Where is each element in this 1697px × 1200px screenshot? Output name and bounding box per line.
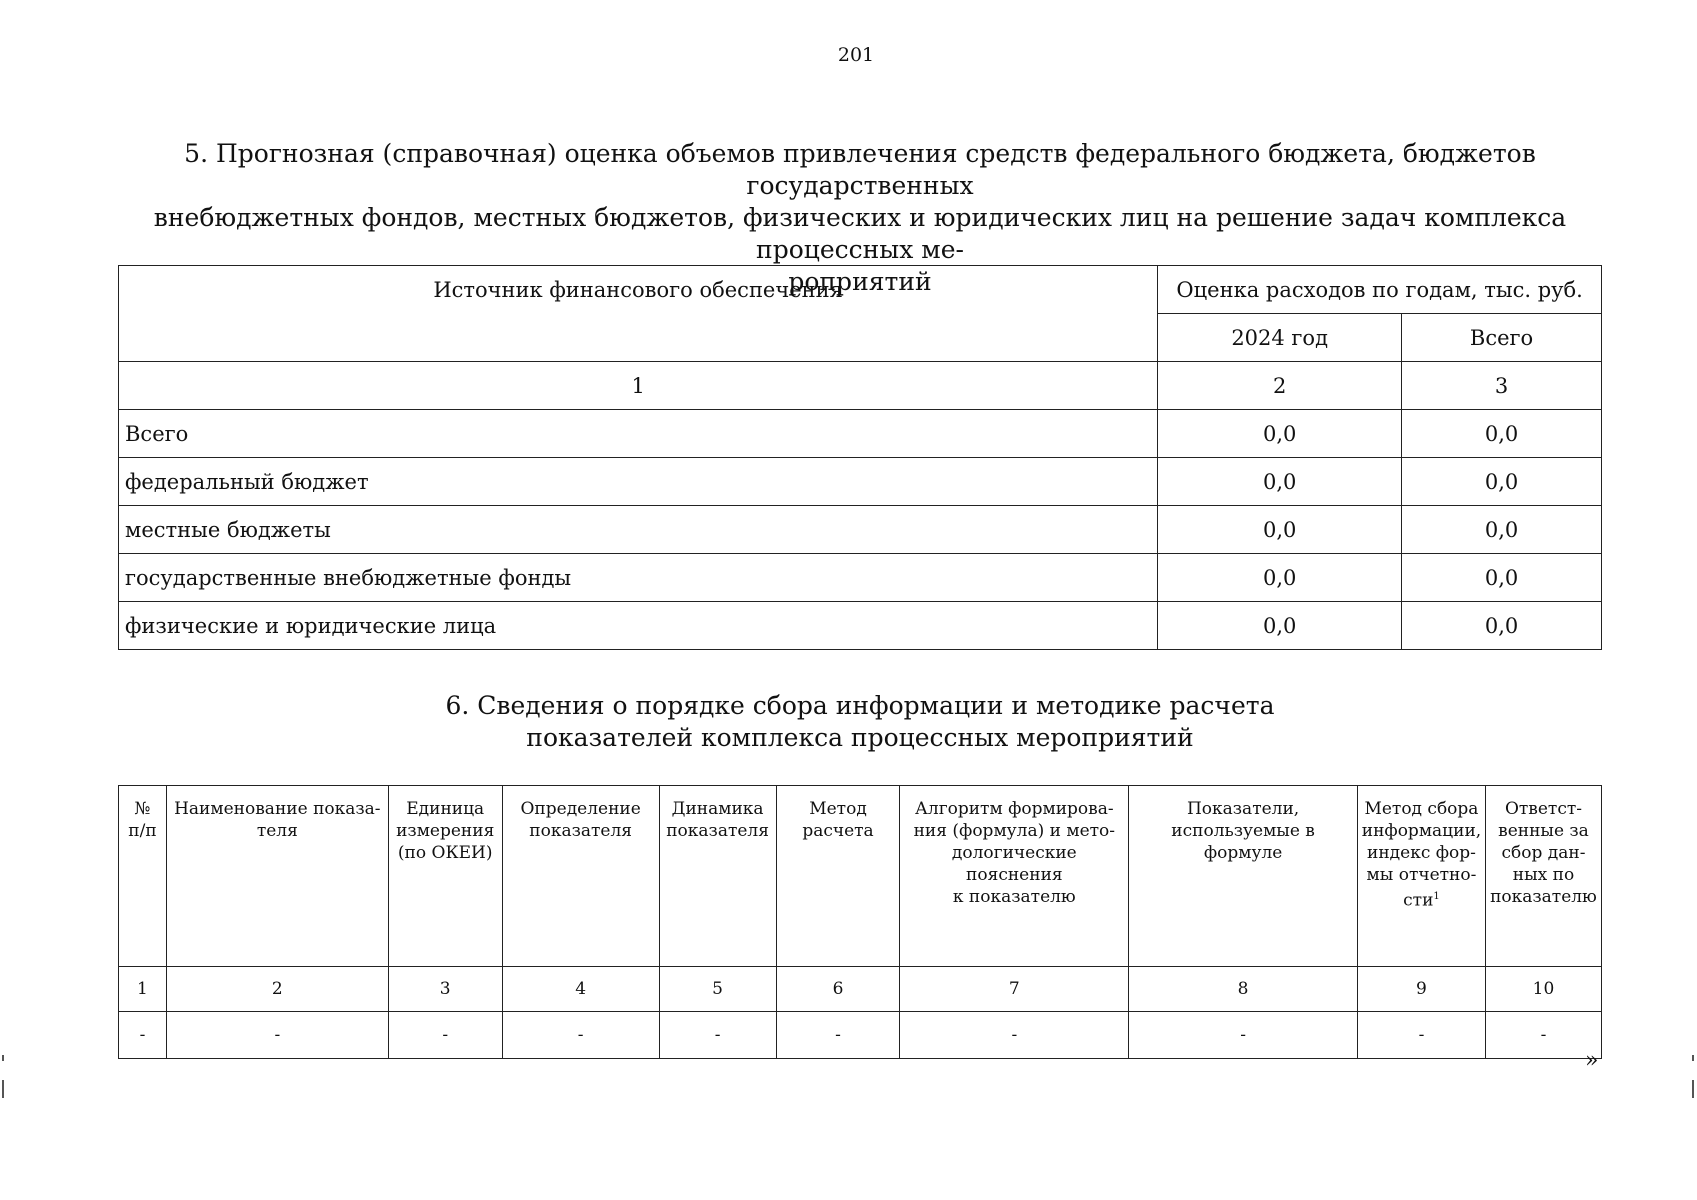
table-row [119, 506, 1602, 554]
total-value: 0,0 [1402, 554, 1602, 602]
source-cell: государственные внебюджетные фонды [119, 554, 1158, 602]
column-number: 1 [119, 362, 1158, 410]
header-cell-responsible: Ответст- венные за сбор дан- ных по показателю [1485, 786, 1601, 967]
page-number: 201 [837, 44, 875, 66]
column-number-row [119, 967, 1602, 1012]
scan-edge-mark [1692, 1080, 1694, 1098]
financing-table [118, 265, 1602, 650]
table-row [119, 410, 1602, 458]
column-number: 4 [502, 967, 659, 1012]
year-value: 0,0 [1158, 554, 1402, 602]
total-value: 0,0 [1402, 458, 1602, 506]
header-cell-number: № п/п [119, 786, 167, 967]
section-5-title-line: 5. Прогнозная (справочная) оценка объемов привлечения средств федерального бюджета, бюджетов государственных [184, 139, 1536, 200]
header-cell-indicators: Показатели, используемые в формуле [1129, 786, 1358, 967]
empty-cell: - [1129, 1012, 1358, 1059]
total-value: 0,0 [1402, 410, 1602, 458]
source-cell: физические и юридические лица [119, 602, 1158, 650]
year-value: 0,0 [1158, 410, 1402, 458]
header-year: 2024 год [1158, 314, 1402, 362]
empty-cell: - [119, 1012, 167, 1059]
empty-cell: - [900, 1012, 1129, 1059]
section-6-title [110, 690, 1610, 754]
column-number: 2 [1158, 362, 1402, 410]
scan-edge-mark [2, 1055, 4, 1061]
empty-cell: - [1357, 1012, 1485, 1059]
section-6-title-line: показателей комплекса процессных мероприятий [526, 723, 1194, 752]
source-cell: федеральный бюджет [119, 458, 1158, 506]
column-number: 5 [659, 967, 776, 1012]
table-row [119, 1012, 1602, 1059]
column-number: 3 [388, 967, 502, 1012]
empty-cell: - [502, 1012, 659, 1059]
footnote-mark: 1 [1433, 891, 1440, 902]
total-value: 0,0 [1402, 506, 1602, 554]
source-cell: местные бюджеты [119, 506, 1158, 554]
column-number: 2 [166, 967, 388, 1012]
column-number: 10 [1485, 967, 1601, 1012]
header-cell-method: Метод расчета [776, 786, 900, 967]
total-value: 0,0 [1402, 602, 1602, 650]
source-cell: Всего [119, 410, 1158, 458]
header-cell-name: Наименование показа- теля [166, 786, 388, 967]
header-cell-algorithm: Алгоритм формирова- ния (формула) и мето- дологические пояснения к показателю [900, 786, 1129, 967]
scan-edge-mark [2, 1080, 4, 1098]
header-cell-definition: Определение показателя [502, 786, 659, 967]
header-row [119, 786, 1602, 967]
header-cell-unit: Единица измерения (по ОКЕИ) [388, 786, 502, 967]
empty-cell: - [166, 1012, 388, 1059]
column-number: 1 [119, 967, 167, 1012]
empty-cell: - [388, 1012, 502, 1059]
column-number: 6 [776, 967, 900, 1012]
empty-cell: - [659, 1012, 776, 1059]
header-total: Всего [1402, 314, 1602, 362]
column-number: 7 [900, 967, 1129, 1012]
header-cell-dynamics: Динамика показателя [659, 786, 776, 967]
empty-cell: - [776, 1012, 900, 1059]
scan-edge-mark [1692, 1055, 1694, 1061]
header-cell-collection-method: Метод сбора информации, индекс фор- мы отчетно- сти$^1$ [1357, 786, 1485, 967]
column-number: 8 [1129, 967, 1358, 1012]
table-row [119, 602, 1602, 650]
empty-cell: - [1485, 1012, 1601, 1059]
table-row [119, 554, 1602, 602]
column-number: 3 [1402, 362, 1602, 410]
methodology-table [118, 785, 1602, 1059]
year-value: 0,0 [1158, 602, 1402, 650]
column-number: 9 [1357, 967, 1485, 1012]
section-6-title-line: 6. Сведения о порядке сбора информации и методике расчета [445, 691, 1275, 720]
section-5-title-line: роприятий [788, 267, 932, 296]
section-5-title-line: внебюджетных фондов, местных бюджетов, физических и юридических лиц на решение задач комплекса процессных ме- [153, 203, 1567, 264]
year-value: 0,0 [1158, 458, 1402, 506]
closing-quote: » [1585, 1048, 1599, 1073]
header-estimate: Оценка расходов по годам, тыс. руб. [1158, 266, 1602, 314]
year-value: 0,0 [1158, 506, 1402, 554]
header-source: Источник финансового обеспечения [119, 266, 1158, 362]
table-row [119, 458, 1602, 506]
